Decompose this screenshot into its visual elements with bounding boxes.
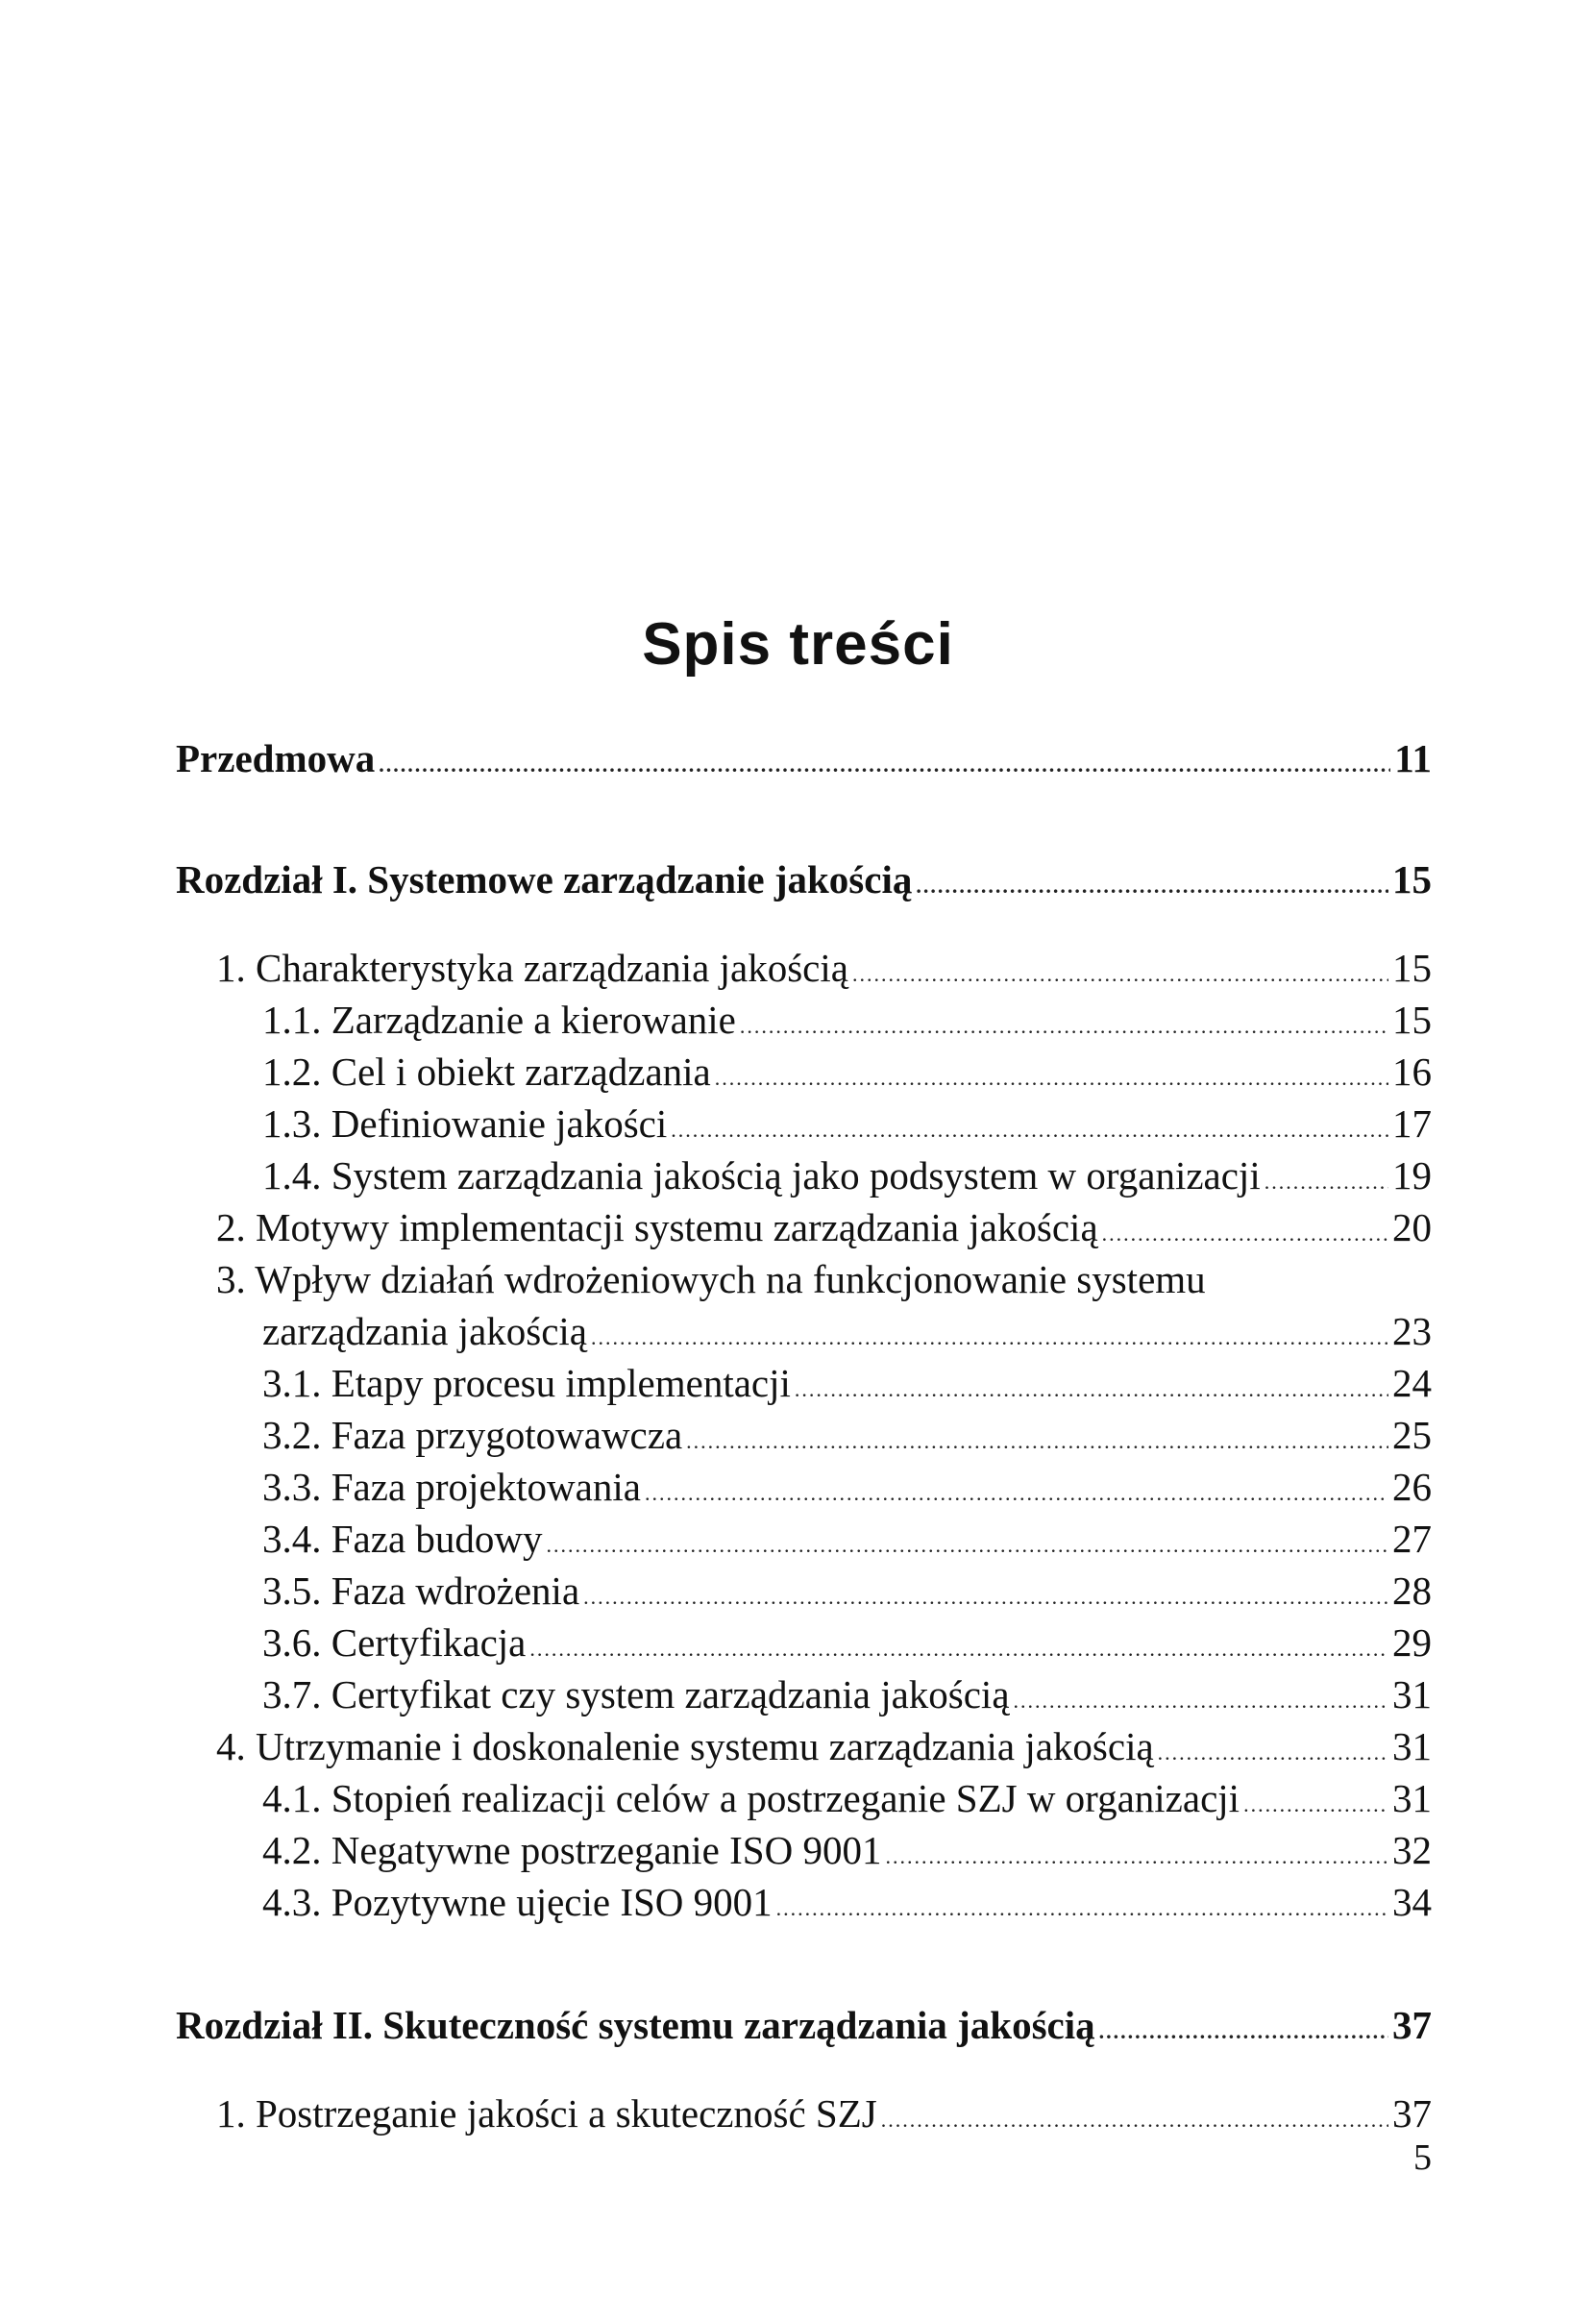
dot-leader <box>885 1846 1388 1867</box>
toc-entry-label: Rozdział II. Skuteczność systemu zarządzania jakością <box>176 2003 1095 2047</box>
dot-leader <box>591 1327 1388 1348</box>
dot-leader <box>916 876 1388 897</box>
toc-entry-label: 4.2. Negatywne postrzeganie ISO 9001 <box>262 1828 882 1872</box>
dot-leader <box>852 964 1388 985</box>
toc-entry-label: 3.2. Faza przygotowawcza <box>262 1413 683 1457</box>
dot-leader <box>529 1639 1388 1660</box>
toc-entry-page: 19 <box>1392 1153 1432 1198</box>
toc-entry-page: 24 <box>1392 1361 1432 1405</box>
dot-leader <box>547 1535 1388 1556</box>
toc-entry-page: 37 <box>1392 2003 1432 2047</box>
toc-entry-label: 4. Utrzymanie i doskonalenie systemu zarządzania jakością <box>216 1724 1154 1768</box>
toc-entry-chapter-2 <box>176 1999 1432 2051</box>
dot-leader <box>645 1483 1388 1504</box>
toc-entry-label: 3.1. Etapy procesu implementacji <box>262 1361 791 1405</box>
toc-entry-label: Przedmowa <box>176 736 376 780</box>
dot-leader <box>776 1898 1388 1919</box>
toc-entry-label: 1.4. System zarządzania jakością jako podsystem w organizacji <box>262 1153 1261 1198</box>
toc-entry-label: 1. Charakterystyka zarządzania jakością <box>216 946 848 990</box>
dot-leader <box>583 1587 1388 1608</box>
page-number: 5 <box>1413 2137 1432 2178</box>
toc-entry-label: 3.3. Faza projektowania <box>262 1465 641 1509</box>
toc-entry-label: zarządzania jakością <box>262 1309 588 1353</box>
toc-entry-4-1 <box>262 1772 1432 1824</box>
toc-entry-page: 23 <box>1392 1309 1432 1353</box>
dot-leader <box>1243 1794 1388 1815</box>
toc-entry-chapter-1 <box>176 853 1432 905</box>
toc-entry-page: 11 <box>1394 736 1432 780</box>
dot-leader <box>1099 2021 1388 2042</box>
toc-entry-page: 32 <box>1392 1828 1432 1872</box>
toc-entry-1 <box>216 942 1432 994</box>
toc-entry-page: 27 <box>1392 1517 1432 1561</box>
toc-entry-3-6 <box>262 1617 1432 1668</box>
toc-entry-page: 16 <box>1392 1050 1432 1094</box>
toc-entry-3-first-line: 3. Wpływ działań wdrożeniowych na funkcjonowanie systemu <box>216 1257 1206 1301</box>
toc-entry-3-2 <box>262 1409 1432 1461</box>
toc-entry-2 <box>216 1201 1432 1253</box>
toc-entry-3-4 <box>262 1513 1432 1565</box>
toc-entry-page: 25 <box>1392 1413 1432 1457</box>
toc-entry-page: 17 <box>1392 1101 1432 1146</box>
dot-leader <box>881 2110 1388 2131</box>
toc-entry-1-4 <box>262 1149 1432 1201</box>
toc-entry-page: 26 <box>1392 1465 1432 1509</box>
toc-entry-3-7 <box>262 1668 1432 1720</box>
toc-entry-przedmowa <box>176 732 1432 784</box>
toc-entry-label: 4.3. Pozytywne ujęcie ISO 9001 <box>262 1880 773 1924</box>
toc-entry-page: 28 <box>1392 1568 1432 1613</box>
toc-entry-label: 1.3. Definiowanie jakości <box>262 1101 668 1146</box>
toc-entry-page: 29 <box>1392 1620 1432 1665</box>
dot-leader <box>686 1431 1388 1452</box>
toc-entry-label: 2. Motywy implementacji systemu zarządzania jakością <box>216 1205 1098 1249</box>
toc-entry-label: 4.1. Stopień realizacji celów a postrzeganie SZJ w organizacji <box>262 1776 1240 1820</box>
dot-leader <box>1014 1691 1388 1712</box>
toc-entry-3-5 <box>262 1565 1432 1617</box>
toc-entry-page: 31 <box>1392 1724 1432 1768</box>
dot-leader <box>795 1379 1388 1400</box>
toc-entry-4-3 <box>262 1876 1432 1928</box>
toc-entry-1-2 <box>262 1046 1432 1098</box>
toc-entry-page: 15 <box>1392 946 1432 990</box>
toc-entry-label: Rozdział I. Systemowe zarządzanie jakością <box>176 857 913 902</box>
toc-entry-ch2-1 <box>216 2087 1432 2139</box>
toc-entry-label: 3.7. Certyfikat czy system zarządzania jakością <box>262 1672 1010 1717</box>
toc-entry-label: 1.2. Cel i obiekt zarządzania <box>262 1050 711 1094</box>
dot-leader <box>1102 1223 1388 1245</box>
toc-entry-page: 37 <box>1392 2091 1432 2136</box>
toc-entry-4-2 <box>262 1824 1432 1876</box>
toc-entry-label: 1. Postrzeganie jakości a skuteczność SZJ <box>216 2091 877 2136</box>
dot-leader <box>379 754 1390 776</box>
toc-entry-3-3 <box>262 1461 1432 1513</box>
toc-entry-page: 15 <box>1392 857 1432 902</box>
dot-leader <box>715 1068 1388 1089</box>
toc-entry-label: 1.1. Zarządzanie a kierowanie <box>262 998 736 1042</box>
toc-entry-1-1 <box>262 994 1432 1046</box>
toc-entry-3-1 <box>262 1357 1432 1409</box>
toc-entry-1-3 <box>262 1098 1432 1149</box>
toc-entry-label: 3.6. Certyfikacja <box>262 1620 527 1665</box>
toc-entry-page: 20 <box>1392 1205 1432 1249</box>
dot-leader <box>671 1120 1388 1141</box>
toc-entry-page: 34 <box>1392 1880 1432 1924</box>
dot-leader <box>1158 1742 1388 1764</box>
toc-entry-label: 3.4. Faza budowy <box>262 1517 543 1561</box>
toc-entry-3 <box>262 1305 1432 1357</box>
toc-entry-4 <box>216 1720 1432 1772</box>
toc-entry-page: 31 <box>1392 1776 1432 1820</box>
dot-leader <box>740 1016 1388 1037</box>
toc-entry-page: 31 <box>1392 1672 1432 1717</box>
toc-entry-page: 15 <box>1392 998 1432 1042</box>
toc-entry-label: 3.5. Faza wdrożenia <box>262 1568 580 1613</box>
dot-leader <box>1265 1172 1388 1193</box>
page-title: Spis treści <box>642 610 954 678</box>
